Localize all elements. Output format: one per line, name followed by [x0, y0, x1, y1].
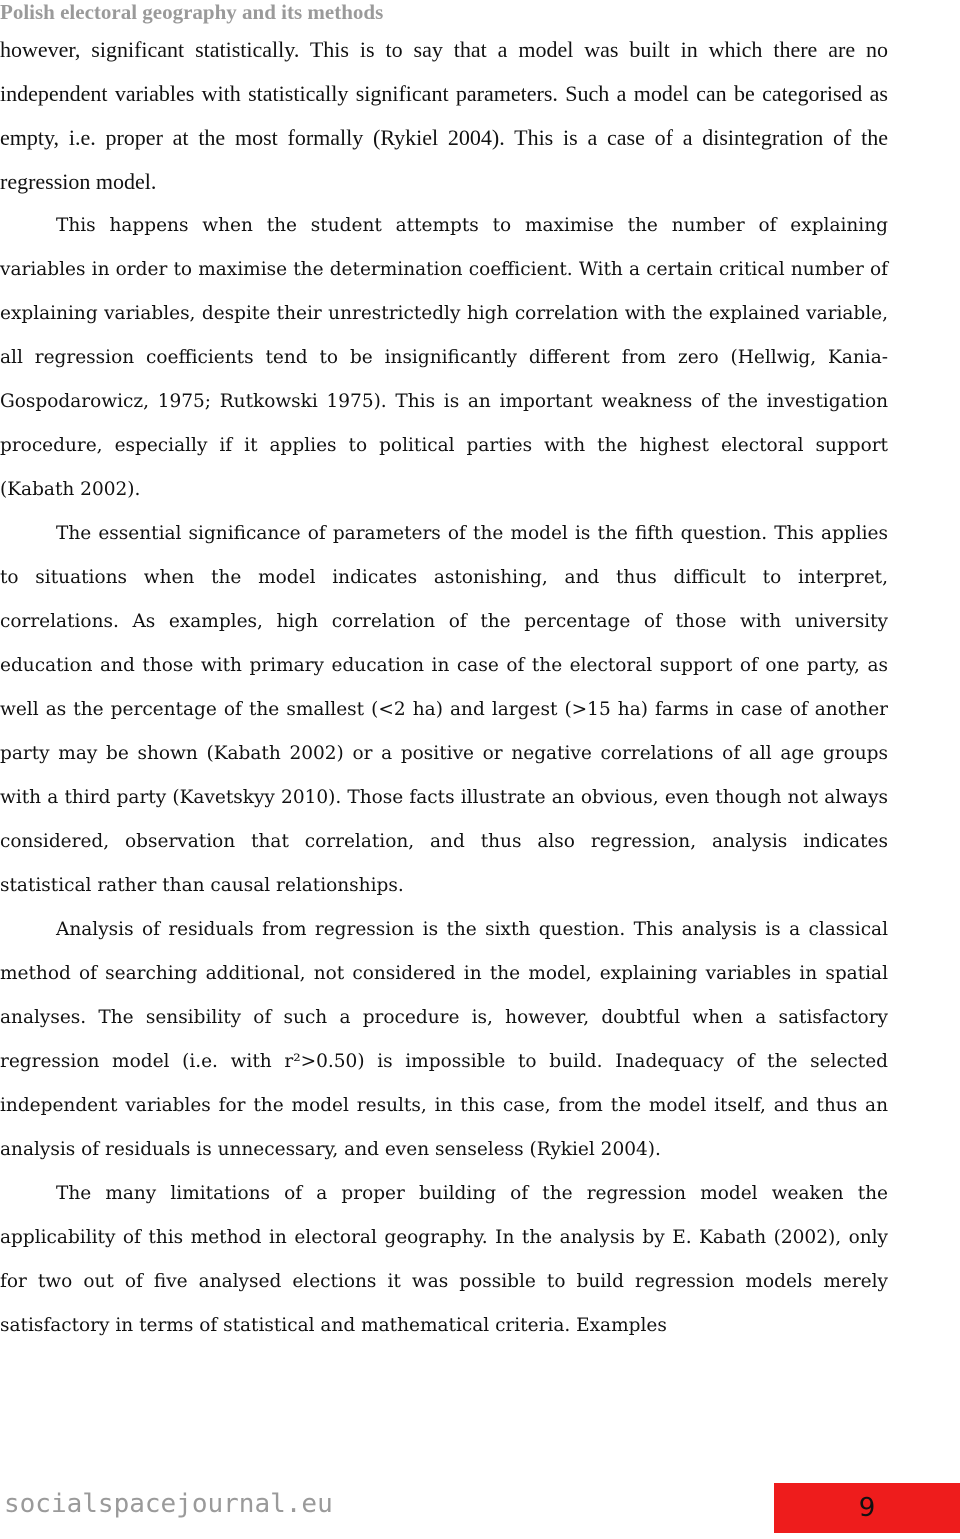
running-header: Polish electoral geography and its methods	[0, 0, 384, 24]
paragraph: The essential significance of parameters of the model is the fifth question. This applies to situations when the model indicates astonishing, and thus difficult to interpret, correlations. As examples, high correlation of the percentage of those with university education and those with primary education in case of the electoral support of one party, as well as the percentage of the smallest (<2 ha) and largest (>15 ha) farms in case of another party may be shown (Kabath 2002) or a positive or negative correlations of all age groups with a third party (Kavetskyy 2010). Those facts illustrate an obvious, even though not always considered, observation that correlation, and thus also regression, analysis indicates statistical rather than causal relationships.	[0, 523, 888, 896]
paragraph-continued: however, significant statistically. This is to say that a model was built in which there are no independent variables with statistically significant parameters. Such a model can be categorised as empty, i.e. proper at the most formally (Rykiel 2004). This is a case of a disintegration of the regression model.	[0, 37, 888, 194]
paragraph: The many limitations of a proper building of the regression model weaken the applicability of this method in electoral geography. In the analysis by E. Kabath (2002), only for two out of five analysed elections it was possible to build regression models merely satisfactory in terms of statistical and mathematical criteria. Examples	[0, 1183, 888, 1336]
page-number-badge: 9	[774, 1483, 960, 1533]
paragraph: Analysis of residuals from regression is the sixth question. This analysis is a classical method of searching additional, not considered in the model, explaining variables in spatial analyses. The sensibility of such a procedure is, however, doubtful when a satisfactory regression model (i.e. with r²>0.50) is impossible to build. Inadequacy of the selected independent variables for the model results, in this case, from the model itself, and thus an analysis of residuals is unnecessary, and even senseless (Rykiel 2004).	[0, 919, 888, 1160]
footer-site-url: socialspacejournal.eu	[4, 1489, 333, 1519]
paragraph: This happens when the student attempts to maximise the number of explaining variables in order to maximise the determination coefficient. With a certain critical number of explaining variables, despite their unrestrictedly high correlation with the explained variable, all regression coefficients tend to be insignificantly different from zero (Hellwig, Kania-Gospodarowicz, 1975; Rutkowski 1975). This is an important weakness of the investigation procedure, especially if it applies to political parties with the highest electoral support (Kabath 2002).	[0, 215, 888, 500]
article-body	[0, 28, 888, 1348]
